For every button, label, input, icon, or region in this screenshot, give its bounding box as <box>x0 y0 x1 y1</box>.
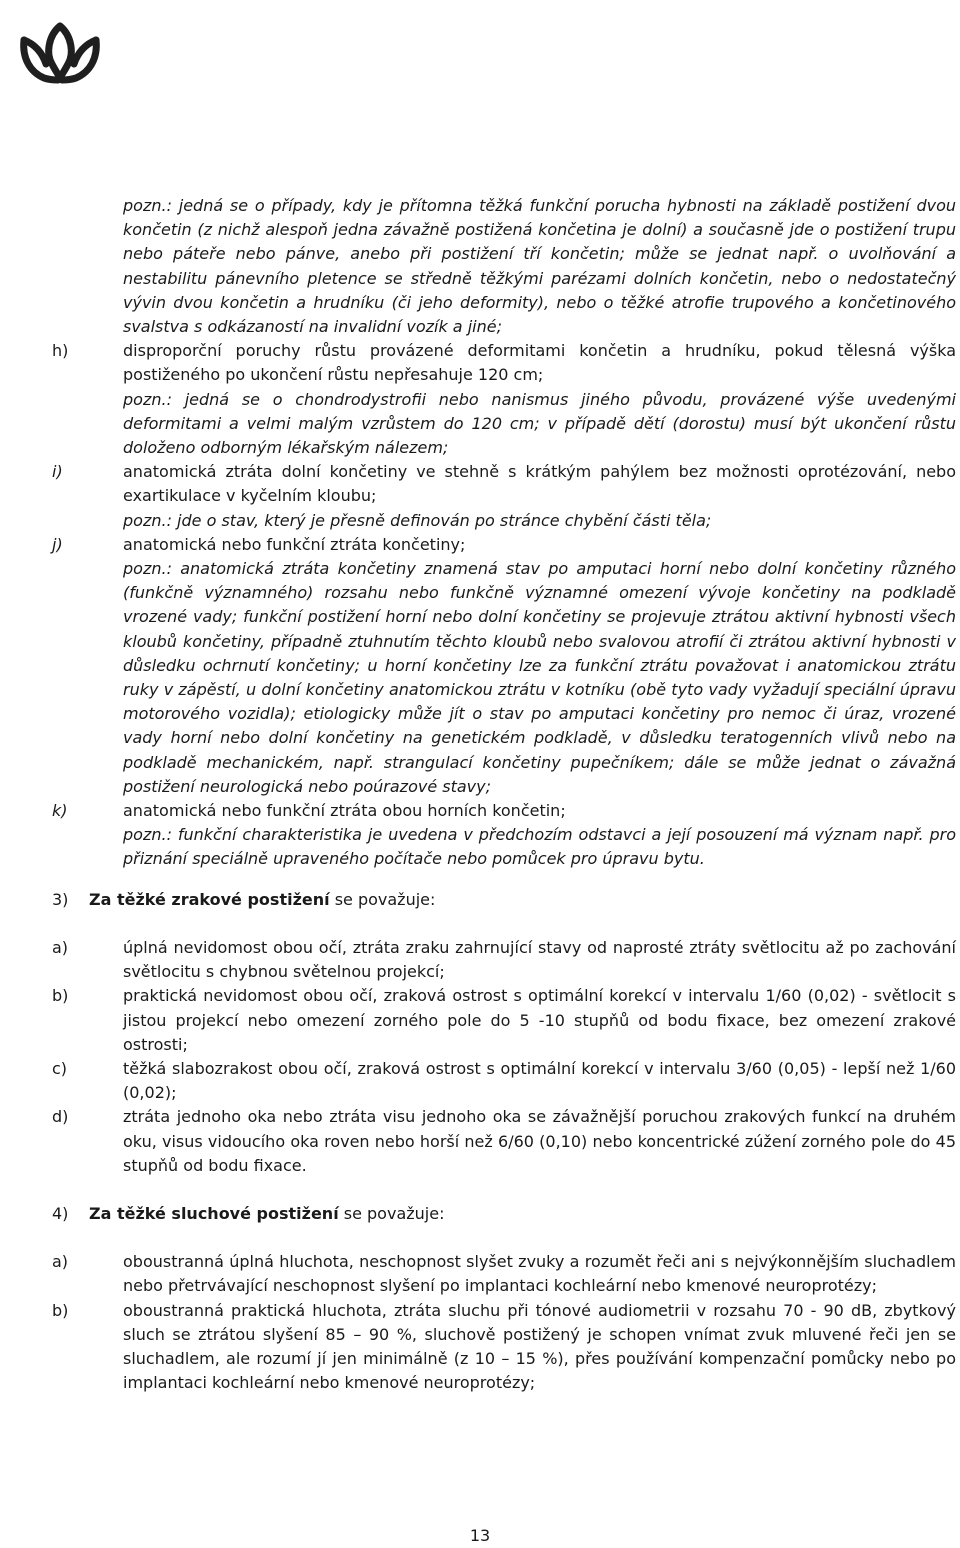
item-marker: a) <box>52 937 69 957</box>
document-body <box>52 194 956 1395</box>
item-note: pozn.: anatomická ztráta končetiny znamená stav po amputaci horní nebo dolní končetiny různého (funkčně významného) rozsahu nebo funkčně významné omezení vývoje končetiny na podkladě vrozené vady; funkční postižení horní nebo dolní končetiny se projevuje ztrátou aktivní hybnosti všech kloubů končetiny, případně ztuhnutím těchto kloubů nebo svalovou atrofií či ztrátou aktivní hybnosti v důsledku ochrnutí končetiny; u horní končetiny lze za funkční ztrátu považovat i anatomickou ztrátu ruky v zápěstí, u dolní končetiny anatomickou ztrátu v kotníku (obě tyto vady vyžadují speciální úpravu motorového vozidla); etiologicky může jít o stav po amputaci končetiny pro nemoc či úraz, vrozené vady horní nebo dolní končetiny na genetickém podkladě, v důsledku teratogenních vlivů nebo na podkladě mechanickém, např. strangulací končetiny pupečníkem; dále se může jednat o závažná postižení neurologická nebo poúrazové stavy; <box>123 559 956 796</box>
hearing-item-b <box>52 1299 956 1396</box>
section-title: Za těžké sluchové postižení <box>89 1203 339 1223</box>
list-item-i <box>52 460 956 533</box>
item-text: oboustranná úplná hluchota, neschopnost slyšet zvuky a rozumět řeči ani s nejvýkonnějším sluchadlem nebo přetrvávající neschopnost slyšení po implantaci kochleární nebo kmenové neuroprotézy; <box>123 1252 956 1296</box>
list-item-j <box>52 533 956 799</box>
vision-item-d <box>52 1105 956 1178</box>
item-text: úplná nevidomost obou očí, ztráta zraku zahrnující stavy od naprosté ztráty světlocitu až po zachování světlocitu s chybnou světelnou projekcí; <box>123 937 956 982</box>
item-marker: c) <box>52 1058 68 1078</box>
hearing-item-a <box>52 1250 956 1298</box>
vision-item-b <box>52 984 956 1057</box>
item-marker: j) <box>52 534 63 554</box>
list-item-h <box>52 339 956 460</box>
item-text: těžká slabozrakost obou očí, zraková ostrost s optimální korekcí v intervalu 3/60 (0,05) - lepší než 1/60 (0,02); <box>123 1058 956 1103</box>
item-marker: a) <box>52 1252 69 1272</box>
section-number: 3) <box>52 889 69 909</box>
lotus-logo <box>0 0 120 120</box>
item-text: anatomická ztráta dolní končetiny ve stehně s krátkým pahýlem bez možnosti oprotézování, nebo exartikulace v kyčelním kloubu; <box>123 462 956 506</box>
vision-item-c <box>52 1057 956 1105</box>
item-note: pozn.: funkční charakteristika je uvedena v předchozím odstavci a její posouzení má význam např. pro přiznání speciálně upraveného počítače nebo pomůcek pro úpravu bytu. <box>123 825 956 869</box>
item-text: oboustranná praktická hluchota, ztráta sluchu při tónové audiometrii v rozsahu 70 - 90 dB, zbytkový sluch se ztrátou slyšení 85 – 90 %, sluchově postižený je schopen vnímat zvuk mluvené řeči jen se sluchadlem, ale rozumí jí jen minimálně (z 10 – 15 %), přes používání kompenzační pomůcky nebo po implantaci kochleární nebo kmenové neuroprotézy; <box>123 1300 956 1393</box>
item-text: ztráta jednoho oka nebo ztráta visu jednoho oka se závažnější poruchou zrakových funkcí na druhém oku, visus vidoucího oka roven nebo horší než 6/60 (0,10) nebo koncentrické zúžení zorného pole do 45 stupňů od bodu fixace. <box>123 1107 956 1175</box>
vision-item-a <box>52 936 956 984</box>
item-marker: b) <box>52 1300 69 1320</box>
section-heading-vision <box>52 888 956 912</box>
item-marker: i) <box>52 462 63 482</box>
intro-note: pozn.: jedná se o případy, kdy je přítomna těžká funkční porucha hybnosti na základě postižení dvou končetin (z nichž alespoň jedna závažně postižená končetina je dolní) a současně jde o postižení trupu nebo páteře nebo pánve, anebo při postižení tří končetin; může se jednat např. o uvolňování a nestabilitu pánevního pletence se středně těžkými parézami dolních končetin, nebo o nedostatečný vývin dvou končetin a hrudníku (či jeho deformity), nebo o těžké atrofie trupového a končetinového svalstva s odkázaností na invalidní vozík a jiné; <box>123 196 956 337</box>
item-note: pozn.: jedná se o chondrodystrofii nebo nanismus jiného původu, provázené výše uvedenými deformitami a velmi malým vzrůstem do 120 cm; v případě dětí (dorostu) musí být ukončení růstu doloženo odborným lékařským nálezem; <box>123 389 956 458</box>
section-title-rest: se považuje: <box>329 889 436 909</box>
section-number: 4) <box>52 1203 69 1223</box>
section-heading-hearing <box>52 1202 956 1226</box>
item-marker: b) <box>52 986 69 1006</box>
item-marker: k) <box>52 801 68 821</box>
item-text: anatomická nebo funkční ztráta obou horních končetin; <box>123 801 566 821</box>
item-text: praktická nevidomost obou očí, zraková ostrost s optimální korekcí v intervalu 1/60 (0,02) - světlocit s jistou projekcí nebo omezení zorného pole do 5 -10 stupňů od bodu fixace, bez omezení zrakové ostrosti; <box>123 986 956 1054</box>
item-note: pozn.: jde o stav, který je přesně definován po stránce chybění části těla; <box>123 510 712 530</box>
item-marker: d) <box>52 1107 69 1127</box>
item-text: anatomická nebo funkční ztráta končetiny; <box>123 534 466 554</box>
section-title-rest: se považuje: <box>338 1203 445 1223</box>
item-text: disproporční poruchy růstu provázené deformitami končetin a hrudníku, pokud tělesná výška postiženého po ukončení růstu nepřesahuje 120 cm; <box>123 341 956 385</box>
section-title: Za těžké zrakové postižení <box>89 889 330 909</box>
item-marker: h) <box>52 341 69 361</box>
page-number: 13 <box>469 1526 491 1545</box>
list-item-k <box>52 799 956 872</box>
